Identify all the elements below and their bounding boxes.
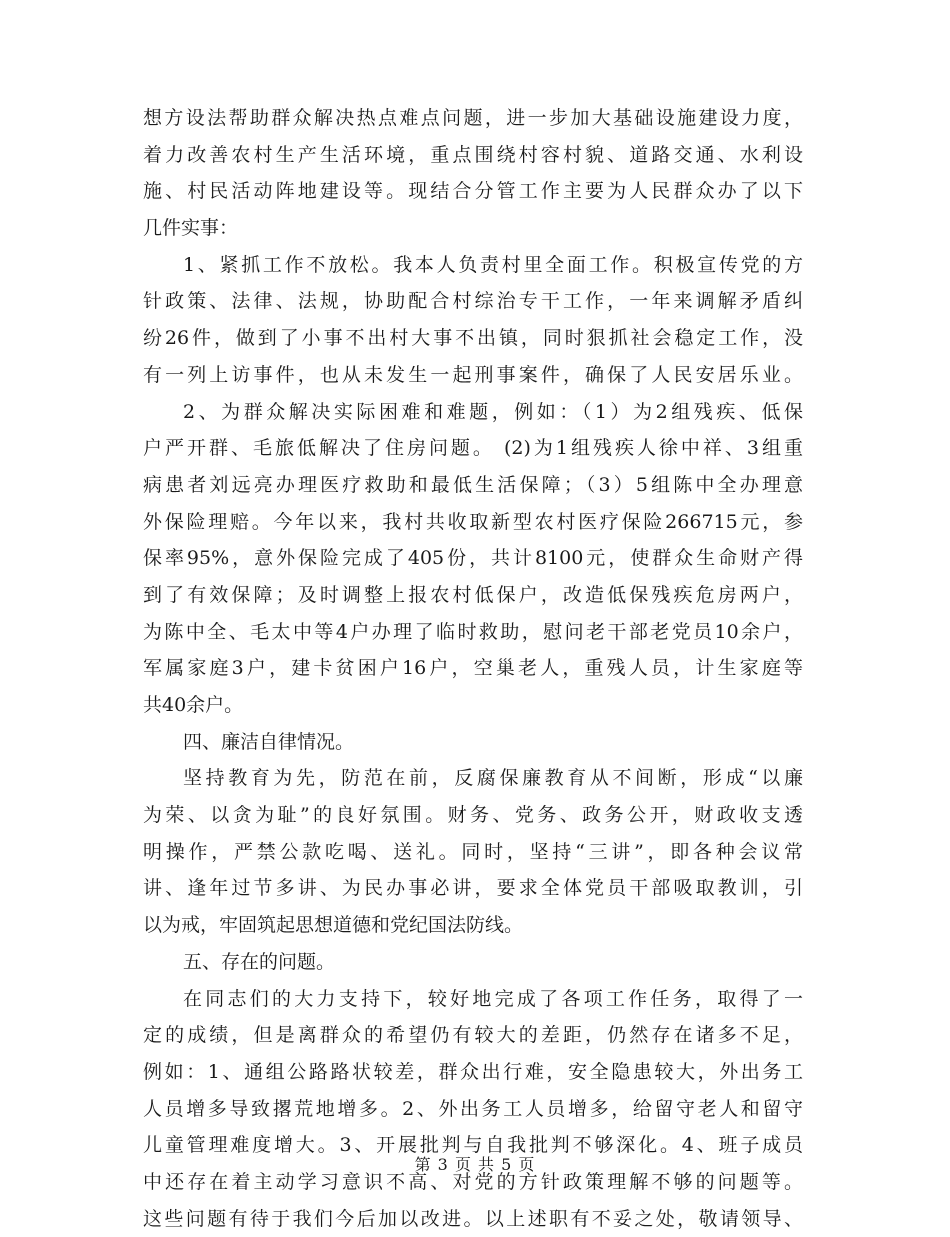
text-line: 施、村民活动阵地建设等。现结合分管工作主要为人民群众办了以下 — [143, 180, 803, 203]
document-body — [143, 100, 803, 1237]
text-line: 人员增多导致撂荒地增多。2、外出务工人员增多，给留守老人和留守 — [143, 1097, 803, 1120]
text-line: 到了有效保障；及时调整上报农村低保户，改造低保残疾危房两户， — [143, 583, 803, 606]
text-line: 中还存在着主动学习意识不高、对党的方针政策理解不够的问题等。 — [143, 1170, 803, 1193]
page-number-label: 第 3 页 共 5 页 — [414, 1155, 536, 1174]
text-line: 四、廉洁自律情况。 — [183, 730, 355, 753]
text-line: 针政策、法律、法规，协助配合村综治专干工作，一年来调解矛盾纠 — [143, 290, 803, 313]
text-line: 着力改善农村生产生活环境，重点围绕村容村貌、道路交通、水利设 — [143, 143, 803, 166]
text-line: 例如：1、通组公路路状较差，群众出行难，安全隐患较大，外出务工 — [143, 1060, 803, 1083]
text-line: 为荣、以贪为耻”的良好氛围。财务、党务、政务公开，财政收支透 — [143, 804, 803, 827]
text-line: 外保险理赔。今年以来，我村共收取新型农村医疗保险266715元，参 — [143, 510, 803, 533]
text-line: 定的成绩，但是离群众的希望仍有较大的差距，仍然存在诸多不足， — [143, 1024, 803, 1047]
text-line: 明操作，严禁公款吃喝、送礼。同时，坚持“三讲”，即各种会议常 — [143, 840, 803, 863]
text-line: 户严开群、毛旅低解决了住房问题。 (2)为1组残疾人徐中祥、3组重 — [143, 437, 803, 460]
text-line: 保率95%，意外保险完成了405份，共计8100元，使群众生命财产得 — [143, 547, 803, 570]
text-line: 1、紧抓工作不放松。我本人负责村里全面工作。积极宣传党的方 — [183, 253, 803, 276]
text-line: 五、存在的问题。 — [183, 950, 336, 973]
text-line: 军属家庭3户，建卡贫困户16户，空巢老人，重残人员，计生家庭等 — [143, 657, 803, 680]
text-line: 纷26件，做到了小事不出村大事不出镇，同时狠抓社会稳定工作，没 — [143, 327, 803, 350]
text-line: 儿童管理难度增大。3、开展批判与自我批判不够深化。4、班子成员 — [143, 1134, 803, 1157]
text-line: 病患者刘远亮办理医疗救助和最低生活保障；（3）5组陈中全办理意 — [143, 473, 803, 496]
text-line: 几件实事： — [143, 217, 239, 240]
text-line: 这些问题有待于我们今后加以改进。以上述职有不妥之处，敬请领导、 — [143, 1207, 803, 1230]
text-line: 2、为群众解决实际困难和难题，例如：（1）为2组残疾、低保 — [183, 400, 803, 423]
text-line: 以为戒，牢固筑起思想道德和党纪国法防线。 — [143, 914, 524, 937]
text-line: 讲、逢年过节多讲、为民办事必讲，要求全体党员干部吸取教训，引 — [143, 877, 803, 900]
page-footer — [0, 1152, 950, 1175]
text-line: 想方设法帮助群众解决热点难点问题，进一步加大基础设施建设力度， — [143, 107, 803, 129]
text-line: 坚持教育为先，防范在前，反腐保廉教育从不间断，形成“以廉 — [183, 767, 803, 790]
text-line: 有一列上访事件，也从未发生一起刑事案件，确保了人民安居乐业。 — [143, 363, 803, 386]
text-line: 为陈中全、毛太中等4户办理了临时救助，慰问老干部老党员10余户， — [143, 620, 803, 643]
text-line: 共40余户。 — [143, 694, 244, 716]
text-line: 在同志们的大力支持下，较好地完成了各项工作任务，取得了一 — [183, 987, 803, 1010]
